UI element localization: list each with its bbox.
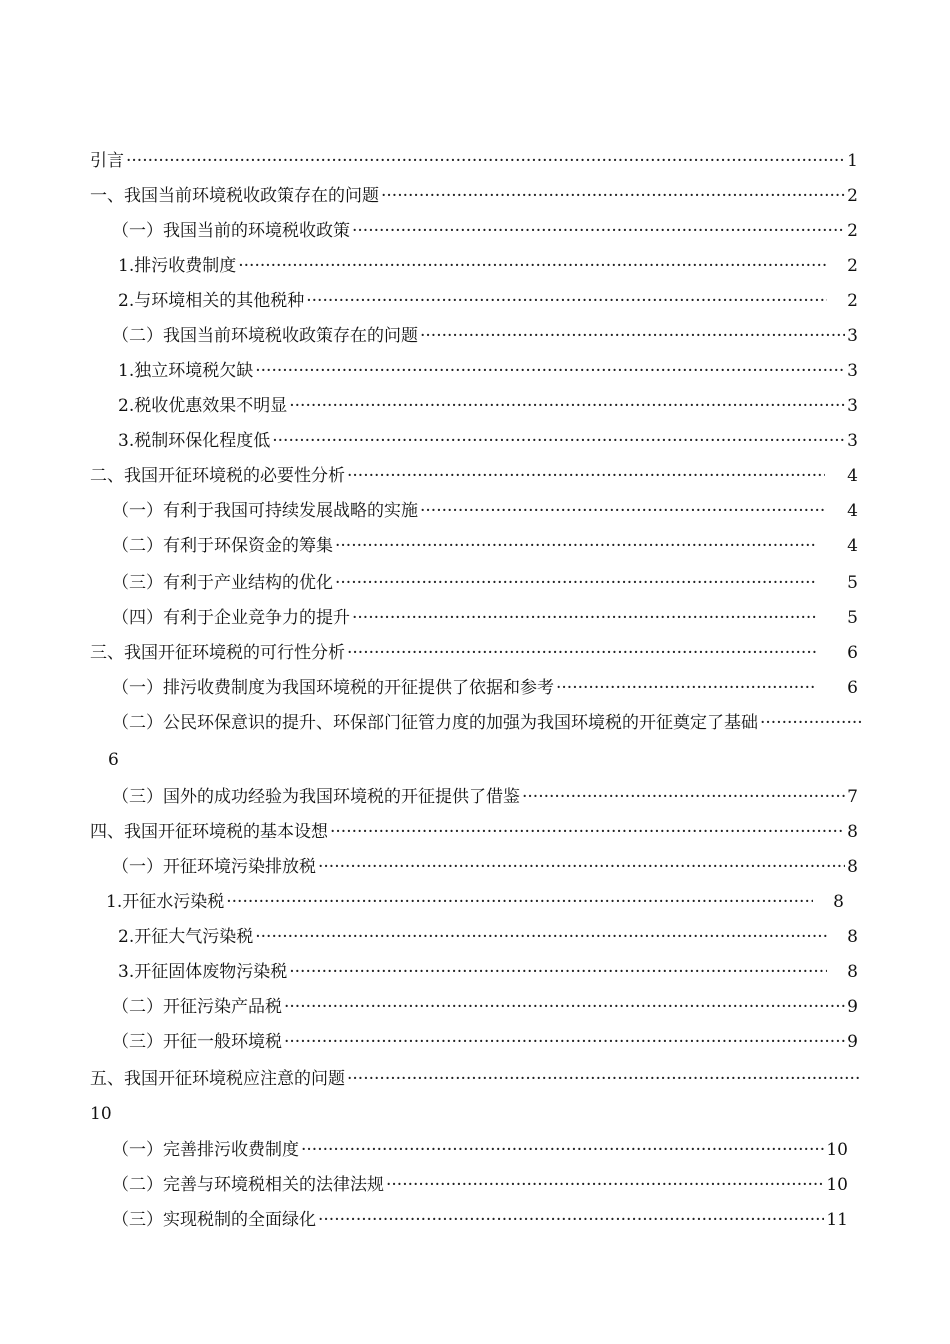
toc-entry-title: 2.与环境相关的其他税种 (118, 291, 305, 311)
toc-leader-dots (289, 960, 827, 984)
toc-leader-dots (381, 184, 845, 208)
toc-leader-dots (522, 785, 845, 809)
toc-entry-page: 10 (826, 1140, 848, 1160)
toc-leader-dots (420, 499, 825, 523)
toc-entry[interactable] (90, 1067, 860, 1091)
toc-leader-dots (126, 149, 845, 173)
toc-entry-title: （二）完善与环境税相关的法律法规 (112, 1175, 384, 1195)
toc-entry-title: （一）排污收费制度为我国环境税的开征提供了依据和参考 (112, 678, 554, 698)
toc-entry-page: 1 (847, 151, 858, 171)
toc-leader-dots (420, 324, 845, 348)
toc-leader-dots (318, 855, 845, 879)
toc-leader-dots (306, 289, 827, 313)
toc-leader-dots (335, 534, 817, 558)
toc-leader-dots (335, 571, 817, 595)
toc-entry-title: 五、我国开征环境税应注意的问题 (90, 1069, 345, 1089)
toc-entry-page: 6 (847, 678, 858, 698)
toc-entry[interactable] (112, 606, 858, 630)
toc-entry-page: 8 (847, 962, 858, 982)
toc-entry[interactable] (118, 289, 858, 313)
toc-entry-title: 四、我国开征环境税的基本设想 (90, 822, 328, 842)
toc-entry-page: 3 (847, 361, 858, 381)
toc-entry-title: （三）有利于产业结构的优化 (112, 573, 333, 593)
toc-entry-page: 3 (847, 326, 858, 346)
toc-entry[interactable] (112, 1173, 848, 1197)
toc-entry-page: 10 (826, 1175, 848, 1195)
toc-entry[interactable] (118, 925, 858, 949)
toc-leader-dots (238, 254, 827, 278)
toc-entry[interactable] (90, 149, 858, 173)
toc-entry[interactable] (112, 499, 858, 523)
toc-entry[interactable] (90, 464, 858, 488)
toc-entry-title: 2.开征大气污染税 (118, 927, 254, 947)
toc-leader-dots (386, 1173, 824, 1197)
toc-entry-page: 8 (833, 892, 844, 912)
toc-entry[interactable] (90, 641, 858, 665)
toc-entry-title: （一）开征环境污染排放税 (112, 857, 316, 877)
toc-entry-title: （一）完善排污收费制度 (112, 1140, 299, 1160)
toc-entry[interactable] (112, 855, 858, 879)
toc-leader-dots (347, 641, 817, 665)
toc-leader-dots (255, 925, 827, 949)
toc-entry[interactable] (112, 995, 858, 1019)
toc-entry-title: （四）有利于企业竞争力的提升 (112, 608, 350, 628)
toc-entry-title: 三、我国开征环境税的可行性分析 (90, 643, 345, 663)
toc-entry[interactable] (118, 359, 858, 383)
toc-entry-page: 5 (847, 573, 858, 593)
toc-entry-title: （三）开征一般环境税 (112, 1032, 282, 1052)
toc-entry-title: 二、我国开征环境税的必要性分析 (90, 466, 345, 486)
toc-leader-dots (352, 219, 845, 243)
toc-entry-title: 引言 (90, 151, 124, 171)
toc-leader-dots (330, 820, 845, 844)
toc-entry-title: （三）国外的成功经验为我国环境税的开征提供了借鉴 (112, 787, 520, 807)
toc-entry-title: 1.开征水污染税 (106, 892, 225, 912)
toc-entry-page: 3 (847, 431, 858, 451)
toc-entry[interactable] (112, 324, 858, 348)
toc-leader-dots (352, 606, 817, 630)
toc-leader-dots (289, 394, 845, 418)
toc-leader-dots (301, 1138, 824, 1162)
toc-entry-page: 6 (847, 643, 858, 663)
toc-entry-title: 1.独立环境税欠缺 (118, 361, 254, 381)
toc-entry-page: 2 (847, 291, 858, 311)
toc-entry-page: 9 (847, 1032, 858, 1052)
toc-entry-page: 4 (847, 466, 858, 486)
toc-entry-page: 7 (847, 787, 858, 807)
toc-entry-title: 一、我国当前环境税收政策存在的问题 (90, 186, 379, 206)
toc-entry[interactable] (118, 254, 858, 278)
toc-entry-page: 3 (847, 396, 858, 416)
toc-leader-dots (556, 676, 817, 700)
toc-entry-page: 2 (847, 221, 858, 241)
toc-entry[interactable] (112, 219, 858, 243)
toc-entry-title: （三）实现税制的全面绿化 (112, 1210, 316, 1230)
toc-entry-page: 9 (847, 997, 858, 1017)
toc-entry[interactable] (118, 394, 858, 418)
toc-entry-page: 11 (826, 1210, 848, 1230)
toc-entry-page: 4 (847, 536, 858, 556)
toc-entry-page-wrapped: 6 (108, 750, 119, 770)
toc-leader-dots (284, 995, 845, 1019)
toc-leader-dots (272, 429, 845, 453)
toc-entry-title: （一）我国当前的环境税收政策 (112, 221, 350, 241)
toc-leader-dots (347, 464, 825, 488)
toc-entry-page: 2 (847, 256, 858, 276)
toc-entry-title: （二）开征污染产品税 (112, 997, 282, 1017)
toc-entry[interactable] (112, 785, 858, 809)
toc-entry[interactable] (112, 711, 862, 735)
toc-entry-page: 8 (847, 857, 858, 877)
toc-entry[interactable] (112, 1030, 858, 1054)
toc-entry[interactable] (90, 820, 858, 844)
toc-entry[interactable] (112, 1208, 848, 1232)
toc-entry-title: （二）我国当前环境税收政策存在的问题 (112, 326, 418, 346)
toc-entry[interactable] (112, 676, 858, 700)
toc-entry-title: 3.开征固体废物污染税 (118, 962, 288, 982)
toc-entry[interactable] (112, 1138, 848, 1162)
toc-entry[interactable] (90, 184, 858, 208)
toc-entry-page: 4 (847, 501, 858, 521)
toc-leader-dots (226, 890, 813, 914)
toc-entry[interactable] (118, 960, 858, 984)
toc-entry-title: 3.税制环保化程度低 (118, 431, 271, 451)
toc-entry-title: （二）公民环保意识的提升、环保部门征管力度的加强为我国环境税的开征奠定了基础 (112, 713, 758, 733)
toc-entry-title: 2.税收优惠效果不明显 (118, 396, 288, 416)
toc-entry[interactable] (106, 890, 844, 914)
toc-entry-title: （二）有利于环保资金的筹集 (112, 536, 333, 556)
toc-entry[interactable] (112, 571, 858, 595)
toc-leader-dots (318, 1208, 824, 1232)
toc-leader-dots (255, 359, 845, 383)
toc-entry[interactable] (112, 534, 858, 558)
toc-entry-page: 8 (847, 822, 858, 842)
toc-leader-dots (760, 711, 862, 735)
toc-leader-dots (347, 1067, 860, 1091)
toc-leader-dots (284, 1030, 845, 1054)
toc-entry-title: （一）有利于我国可持续发展战略的实施 (112, 501, 418, 521)
toc-entry-page: 5 (847, 608, 858, 628)
toc-entry-page-wrapped: 10 (90, 1104, 112, 1124)
toc-entry-page: 2 (847, 186, 858, 206)
toc-entry-title: 1.排污收费制度 (118, 256, 237, 276)
toc-entry-page: 8 (847, 927, 858, 947)
toc-entry[interactable] (118, 429, 858, 453)
